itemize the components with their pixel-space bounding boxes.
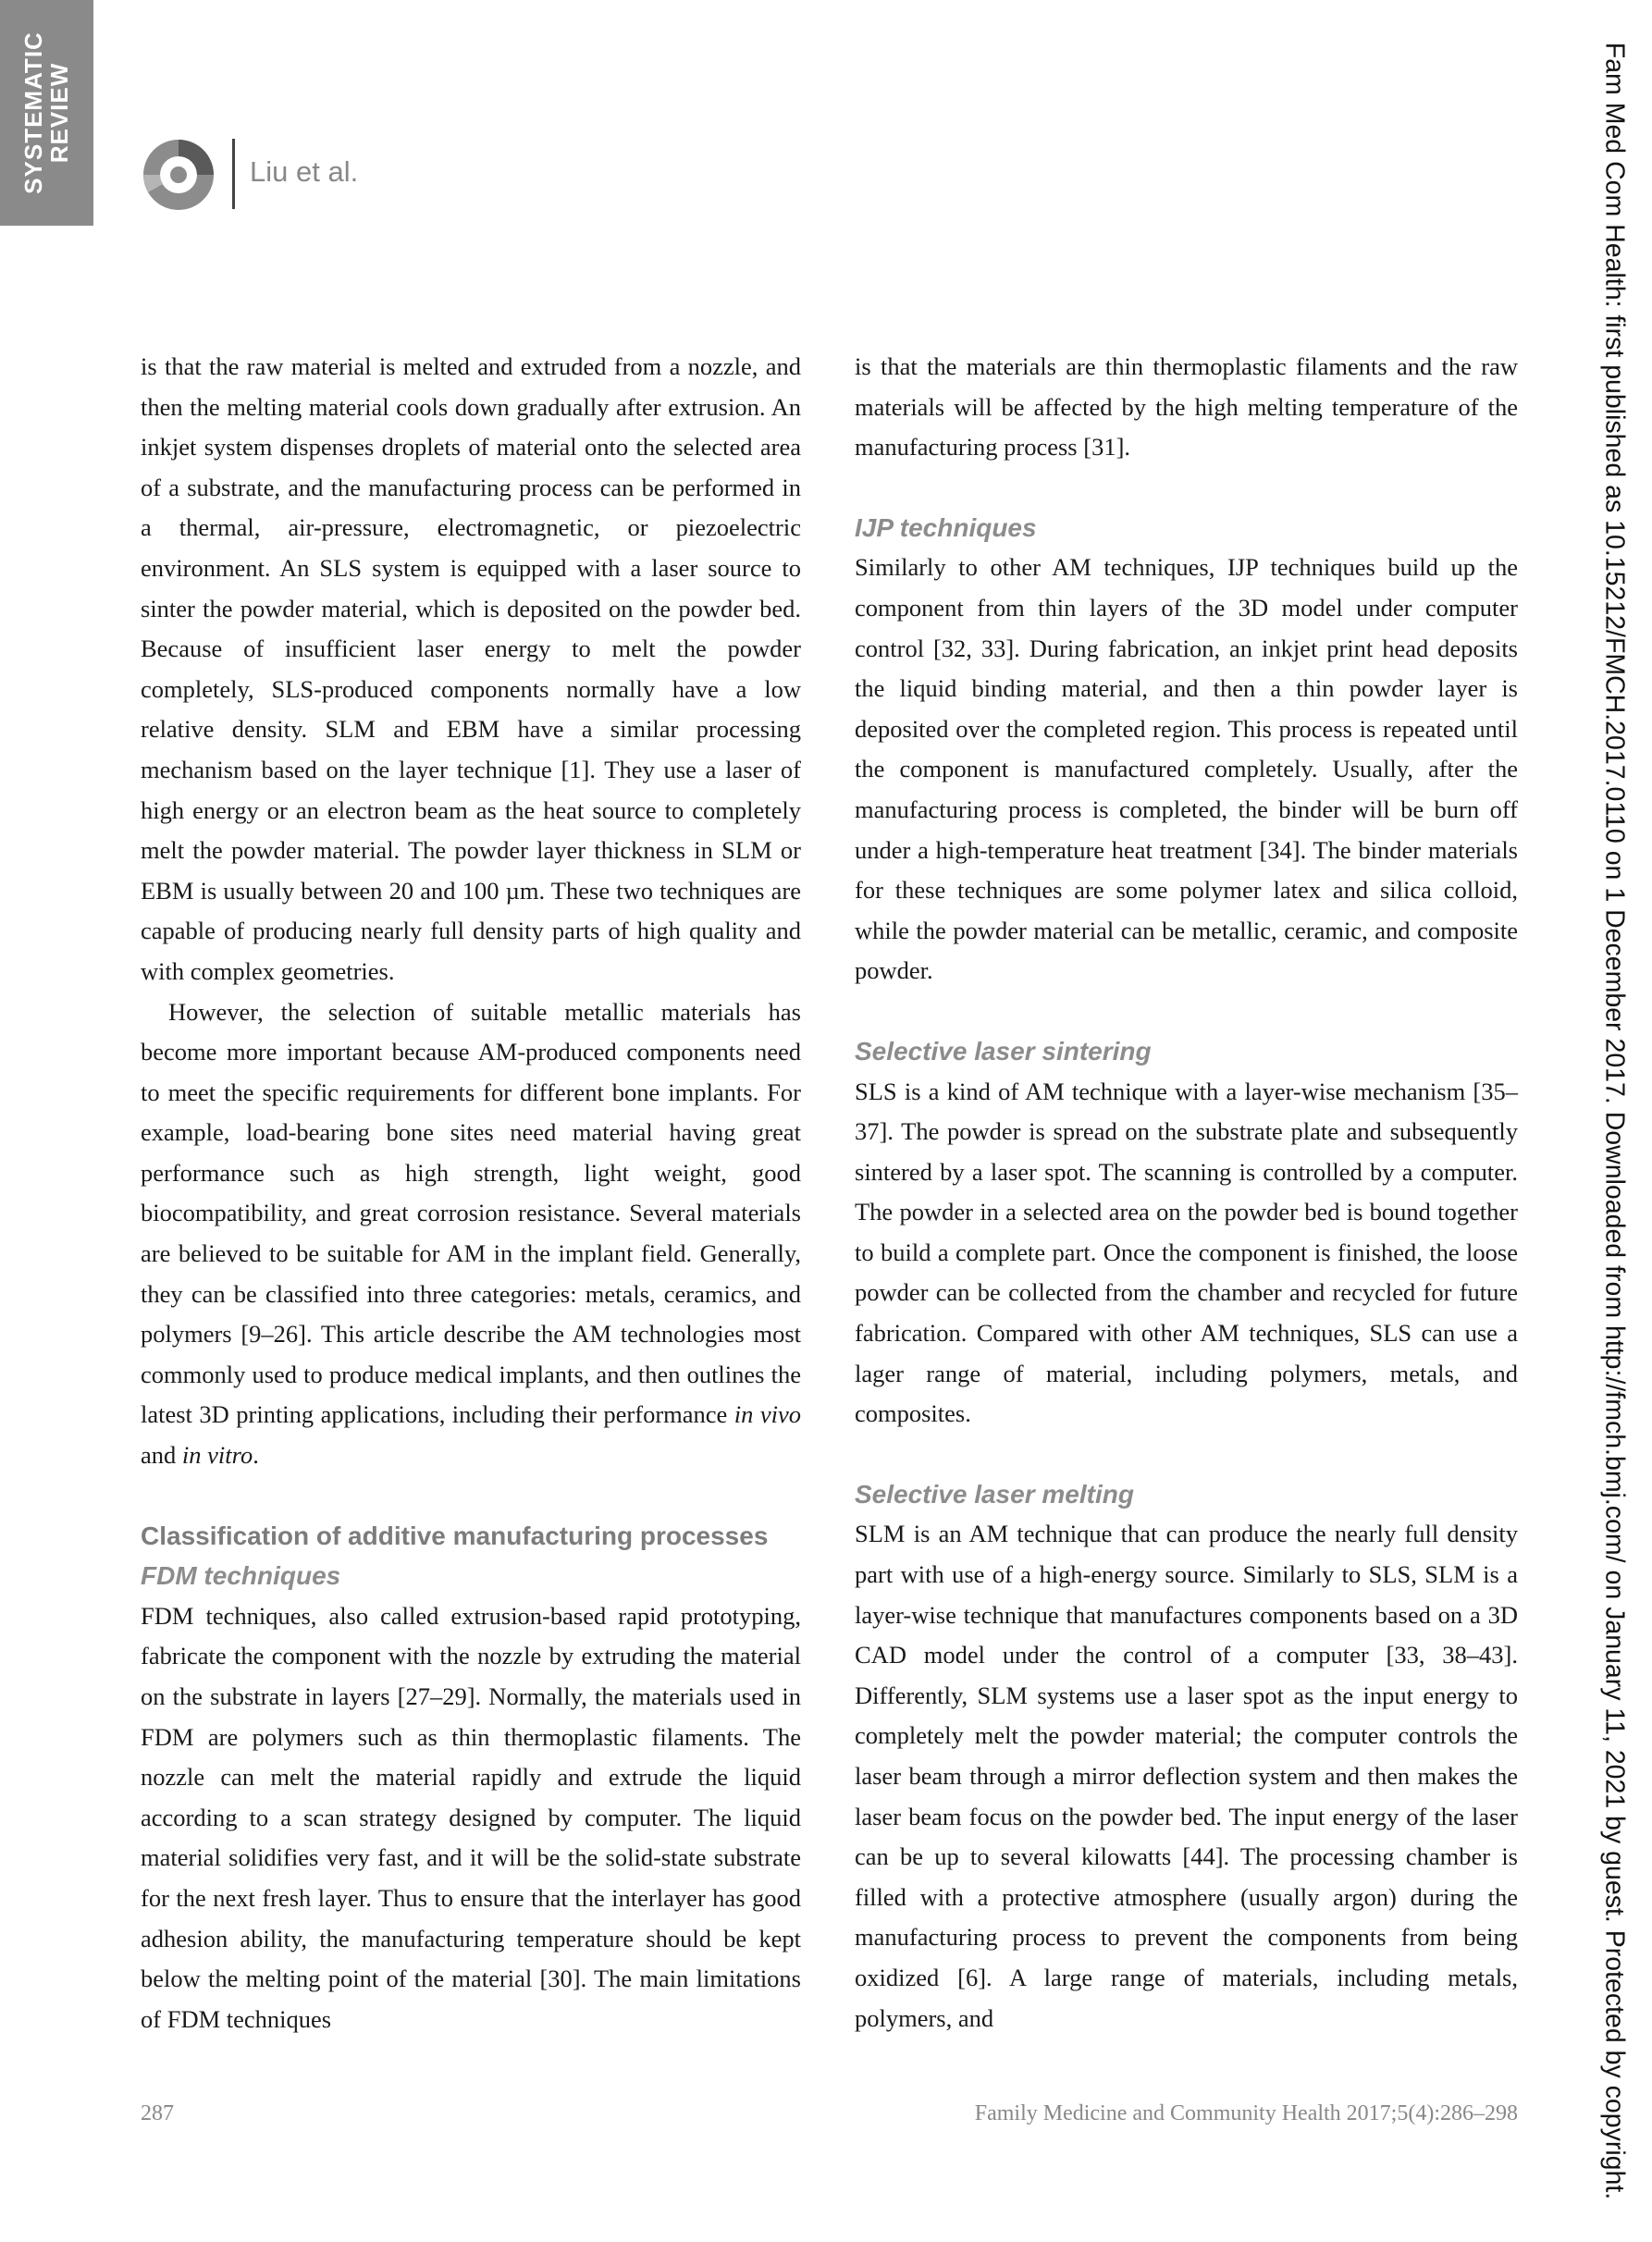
- paragraph-text: However, the selection of suitable metallic materials has become more important because AM-produced components need to meet the specific requirements for different bone implants. For example, load-bearing bone sites need material having great performance such as high strength, light weight, good biocompatibility, and great corrosion resistance. Several materials are believed to be suitable for AM in the implant field. Generally, they can be classified into three categories: metals, ceramics, and polymers [9–26]. This article describe the AM technologies most commonly used to produce medical implants, and then outlines the latest 3D printing applications, including their performance: [141, 997, 801, 1429]
- header-divider: [232, 139, 235, 209]
- section-tab: [0, 0, 93, 226]
- copyright-sidebar-note: Fam Med Com Health: first published as 10.15212/FMCH.2017.0110 on 1 December 2017. Downloaded from http://fmch.bmj.com/ on January 11, 2021 by guest. Protected by copyright.: [1599, 42, 1630, 2200]
- body-paragraph: is that the raw material is melted and extruded from a nozzle, and then the melting material cools down gradually after extrusion. An inkjet system dispenses droplets of material onto the selected area of a substrate, and the manufacturing process can be performed in a thermal, air-pressure, electromagnetic, or piezoelectric environment. An SLS system is equipped with a laser source to sinter the powder material, which is deposited on the powder bed. Because of insufficient laser energy to melt the powder completely, SLS-produced components normally have a low relative density. SLM and EBM have a similar processing mechanism based on the layer technique [1]. They use a laser of high energy or an electron beam as the heat source to completely melt the powder material. The powder layer thickness in SLM or EBM is usually between 20 and 100 µm. These two techniques are capable of producing nearly full density parts of high quality and with complex geometries.: [141, 352, 801, 985]
- subsection-heading-slm: Selective laser melting: [855, 1479, 1134, 1509]
- journal-logo-icon: [141, 137, 216, 213]
- running-author: Liu et al.: [250, 155, 359, 188]
- italic-term: in vivo: [734, 1400, 802, 1429]
- section-tab-line1: SYSTEMATIC: [19, 31, 47, 194]
- subsection-heading-fdm: FDM techniques: [141, 1561, 341, 1591]
- page-number: 287: [141, 2101, 174, 2125]
- body-paragraph: Similarly to other AM techniques, IJP techniques build up the component from thin layers of the 3D model under computer control [32, 33]. During fabrication, an inkjet print head deposits the liquid binding material, and then a thin powder layer is deposited over the completed region. This process is repeated until the component is manufactured completely. Usually, after the manufacturing process is completed, the binder will be burn off under a high-temperature heat treatment [34]. The binder materials for these techniques are some polymer latex and silica colloid, while the powder material can be metallic, ceramic, and composite powder.: [855, 553, 1518, 985]
- italic-term: in vitro: [181, 1441, 253, 1470]
- section-tab-label: [20, 31, 72, 194]
- body-paragraph: FDM techniques, also called extrusion-based rapid prototyping, fabricate the component with the nozzle by extruding the material on the substrate in layers [27–29]. Normally, the materials used in FDM are polymers such as thin thermoplastic filaments. The nozzle can melt the material rapidly and extrude the liquid according to a scan strategy designed by computer. The liquid material solidifies very fast, and it will be the solid-state substrate for the next fresh layer. Thus to ensure that the interlayer has good adhesion ability, the manufacturing temperature should be kept below the melting point of the material [30]. The main limitations of FDM techniques: [141, 1601, 801, 2033]
- body-paragraph: SLS is a kind of AM technique with a layer-wise mechanism [35–37]. The powder is spread on the substrate plate and subsequently sintered by a laser spot. The scanning is controlled by a computer. The powder in a selected area on the powder bed is bound together to build a complete part. Once the component is finished, the loose powder can be collected from the chamber and recycled for future fabrication. Compared with other AM techniques, SLS can use a lager range of material, including polymers, metals, and composites.: [855, 1077, 1518, 1428]
- body-paragraph: SLM is an AM technique that can produce the nearly full density part with use of a high-energy source. Similarly to SLS, SLM is a layer-wise technique that manufactures components based on a 3D CAD model under the control of a computer [33, 38–43]. Differently, SLM systems use a laser spot as the input energy to completely melt the powder material; the computer controls the laser beam through a mirror deflection system and then makes the laser beam focus on the powder bed. The input energy of the laser can be up to several kilowatts [44]. The processing chamber is filled with a protective atmosphere (usually argon) during the manufacturing process to prevent the components from being oxidized [6]. A large range of materials, including metals, polymers, and: [855, 1520, 1518, 2032]
- left-column: [141, 347, 801, 2039]
- paragraph-text: .: [253, 1441, 259, 1470]
- subsection-heading-ijp: IJP techniques: [855, 512, 1037, 542]
- right-column: [855, 347, 1518, 2039]
- section-tab-line2: REVIEW: [45, 62, 73, 164]
- paragraph-text: and: [141, 1441, 182, 1470]
- subsection-heading-sls: Selective laser sintering: [855, 1036, 1152, 1066]
- section-heading: Classification of additive manufacturing processes: [141, 1521, 769, 1550]
- body-paragraph: is that the materials are thin thermoplastic filaments and the raw materials will be affected by the high melting temperature of the manufacturing process [31].: [855, 352, 1518, 462]
- body-paragraph: [141, 992, 801, 1476]
- journal-citation: Family Medicine and Community Health 2017;5(4):286–298: [974, 2101, 1518, 2125]
